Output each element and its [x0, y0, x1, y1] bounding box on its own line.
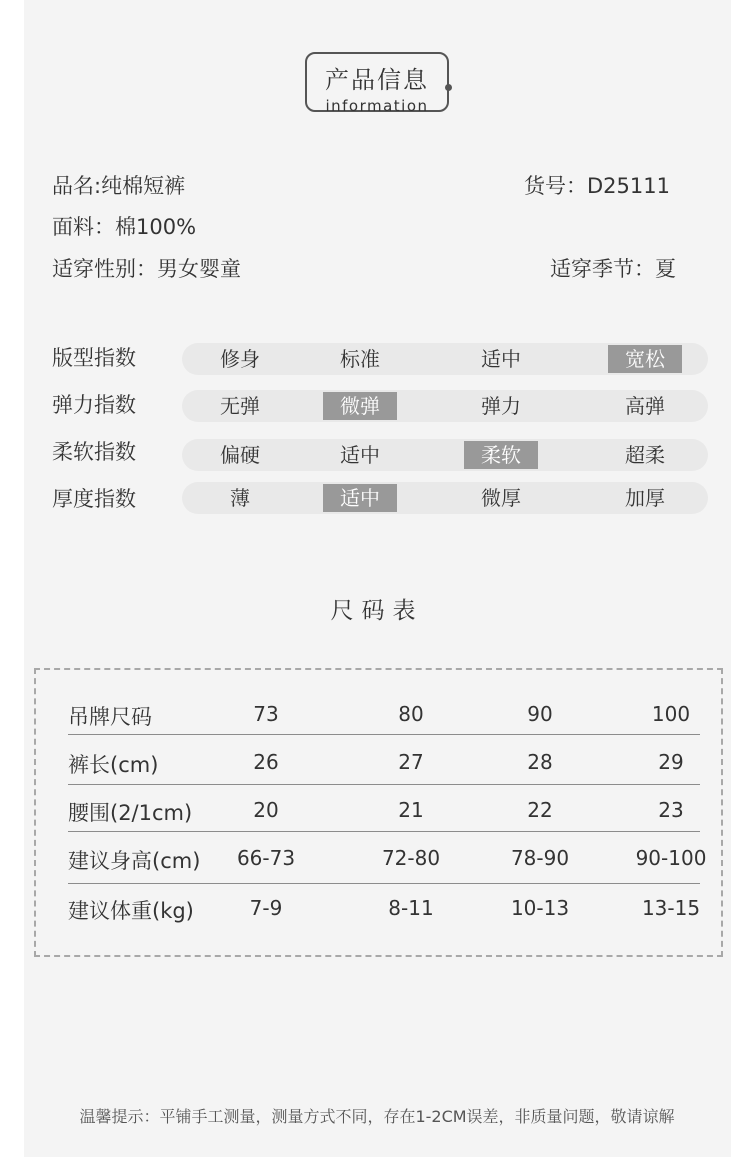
index-option: 薄 [230, 486, 250, 510]
size-table-title: 尺码表 [330, 598, 424, 624]
size-cell: 13-15 [641, 896, 701, 920]
size-cell: 100 [651, 702, 691, 726]
index-option: 适中 [481, 347, 521, 371]
product-name: 品名:纯棉短裤 [52, 174, 186, 198]
season: 适穿季节：夏 [550, 257, 676, 281]
index-bar [182, 390, 708, 422]
index-option-selected: 适中 [323, 482, 397, 514]
size-cell: 8-11 [388, 896, 434, 920]
index-option: 修身 [220, 347, 260, 371]
index-option: 无弹 [220, 394, 260, 418]
title-en: information [325, 97, 429, 115]
index-bar [182, 343, 708, 375]
size-cell: 21 [398, 798, 424, 822]
size-row-label: 吊牌尺码 [68, 705, 152, 729]
row-divider [68, 831, 700, 832]
row-divider [68, 784, 700, 785]
size-cell: 66-73 [236, 846, 296, 870]
index-option: 适中 [340, 443, 380, 467]
size-cell: 78-90 [510, 846, 570, 870]
size-cell: 10-13 [510, 896, 570, 920]
index-label: 柔软指数 [52, 440, 136, 464]
index-label: 版型指数 [52, 346, 136, 370]
size-cell: 27 [398, 750, 424, 774]
measurement-note: 温馨提示：平铺手工测量，测量方式不同，存在1-2CM误差，非质量问题，敬请谅解 [79, 1107, 675, 1126]
index-option-selected: 微弹 [323, 390, 397, 422]
size-cell: 23 [658, 798, 684, 822]
size-cell: 7-9 [249, 896, 283, 920]
index-option-selected: 柔软 [464, 439, 538, 471]
index-option: 弹力 [481, 394, 521, 418]
title-dot-decoration [445, 84, 452, 91]
fabric: 面料：棉100% [52, 215, 197, 239]
index-label: 厚度指数 [52, 487, 136, 511]
size-row-label: 建议身高(cm) [68, 849, 201, 873]
index-option: 高弹 [625, 394, 665, 418]
gender: 适穿性别：男女婴童 [52, 257, 241, 281]
index-option: 标准 [340, 347, 380, 371]
size-cell: 20 [253, 798, 279, 822]
size-cell: 90-100 [635, 846, 707, 870]
size-row-label: 裤长(cm) [68, 753, 159, 777]
index-option: 偏硬 [220, 443, 260, 467]
index-bar [182, 482, 708, 514]
title-cn: 产品信息 [325, 66, 429, 94]
size-cell: 26 [253, 750, 279, 774]
size-cell: 90 [527, 702, 553, 726]
index-option-selected: 宽松 [608, 343, 682, 375]
product-info-title-box [305, 52, 449, 115]
item-number: 货号：D25111 [524, 174, 670, 198]
size-cell: 28 [527, 750, 553, 774]
row-divider [68, 734, 700, 735]
index-option: 微厚 [481, 486, 521, 510]
index-option: 加厚 [625, 486, 665, 510]
index-label: 弹力指数 [52, 393, 136, 417]
row-divider [68, 883, 700, 884]
size-cell: 72-80 [381, 846, 441, 870]
size-row-label: 腰围(2/1cm) [68, 801, 193, 825]
size-cell: 22 [527, 798, 553, 822]
index-bar [182, 439, 708, 471]
size-row-label: 建议体重(kg) [68, 899, 194, 923]
index-option: 超柔 [625, 443, 665, 467]
size-cell: 80 [398, 702, 424, 726]
size-cell: 29 [658, 750, 684, 774]
size-cell: 73 [253, 702, 279, 726]
